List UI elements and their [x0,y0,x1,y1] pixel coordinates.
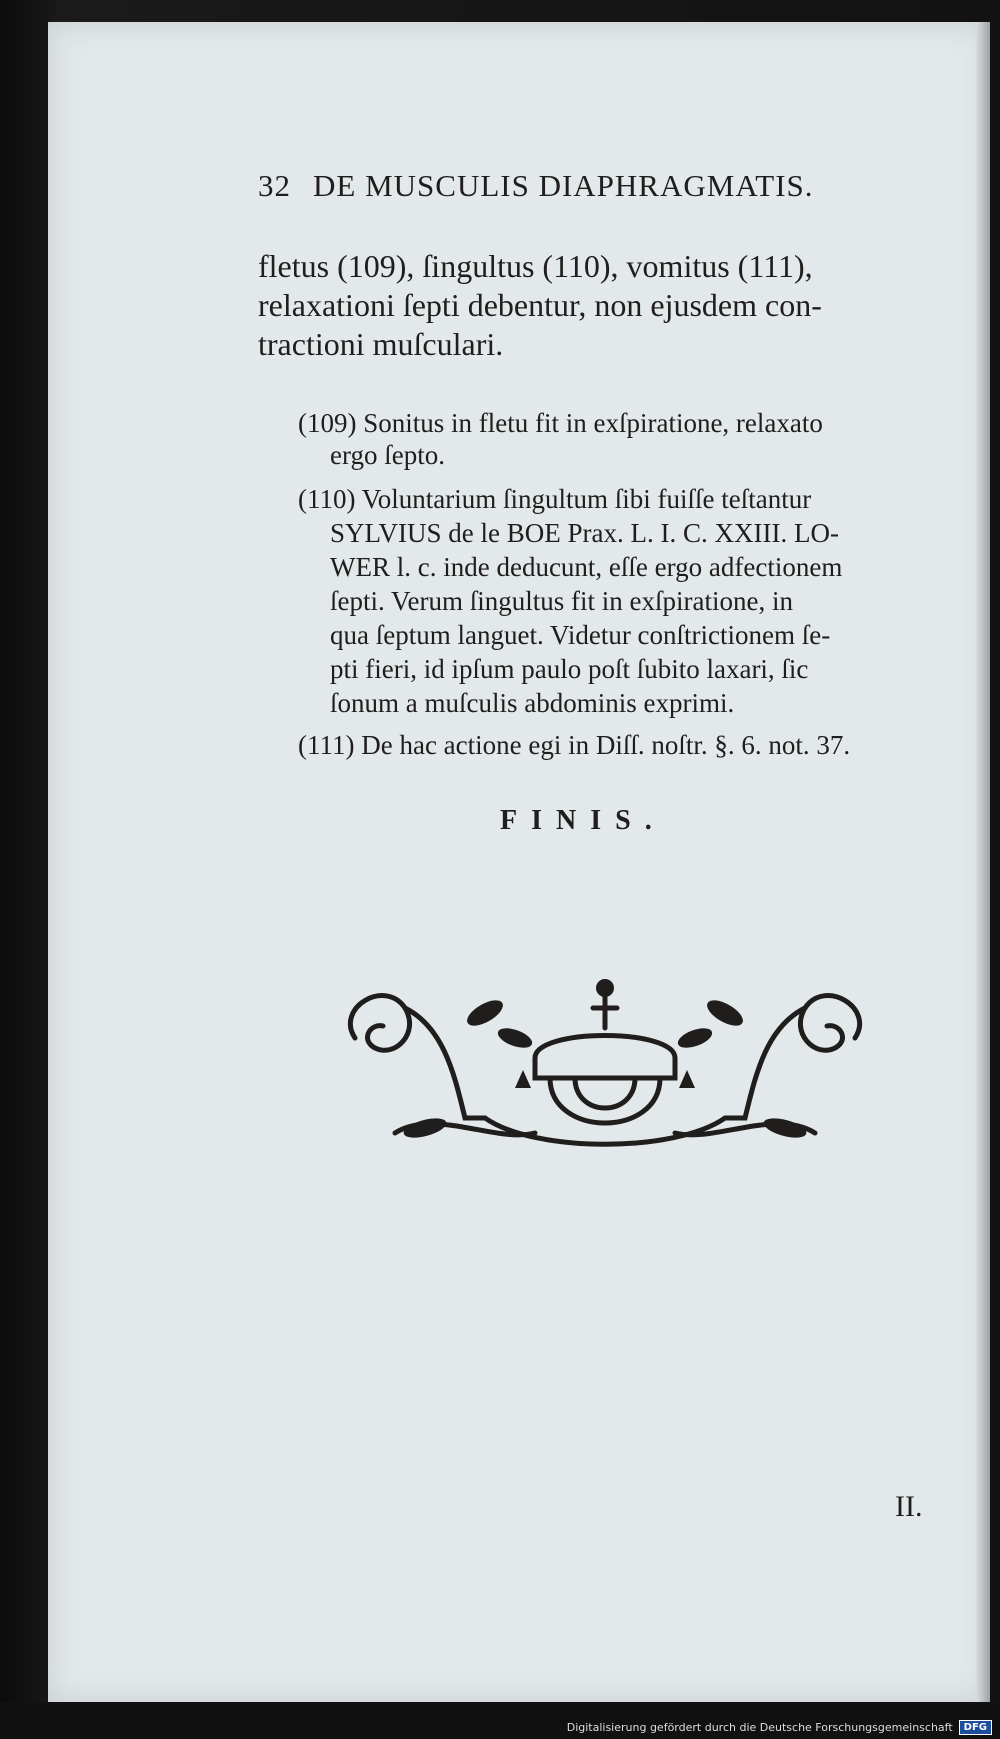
note-110-line-4: ſepti. Verum ſingultus fit in exſpiratione, in [330,586,793,616]
footer-band [0,1702,1000,1739]
body-line-3: tractioni muſculari. [258,326,504,362]
note-110-line-7: ſonum a muſculis abdominis exprimi. [330,688,735,718]
note-110-line-1: (110) Voluntarium ſingultum ſibi fuiſſe teſtantur [298,484,812,514]
note-110-line-6: pti fieri, id ipſum paulo poſt ſubito laxari, ſic [330,654,809,684]
note-109-line-1: (109) Sonitus in fletu fit in exſpiratione, relaxato [298,408,823,438]
note-110-line-5: qua ſeptum languet. Videtur conſtrictionem ſe- [330,620,831,650]
note-109-line-2: ergo ſepto. [330,440,445,470]
running-title: DE MUSCULIS DIAPHRAGMATIS. [313,168,814,203]
finis-heading: FINIS. [500,805,666,836]
note-110-line-3: WER l. c. inde deducunt, eſſe ergo adfectionem [330,552,843,582]
page-edge [976,22,990,1702]
body-line-2: relaxationi ſepti debentur, non ejusdem con- [258,287,822,323]
note-111: (111) De hac actione egi in Diſſ. noſtr. §. 6. not. 37. [298,730,851,760]
note-110-line-2: SYLVIUS de le BOE Prax. L. I. C. XXIII. LO- [330,518,839,548]
dfg-logo: DFG [959,1720,992,1735]
credit-text: Digitalisierung gefördert durch die Deutsche Forschungsgemeinschaft [566,1721,953,1734]
digitization-credit [567,1720,992,1735]
catchword: II. [895,1490,923,1523]
running-header [258,168,908,204]
body-line-1: fletus (109), ſingultus (110), vomitus (111), [258,248,813,284]
floral-vignette-icon [335,968,875,1168]
page-number: 32 [258,168,291,203]
